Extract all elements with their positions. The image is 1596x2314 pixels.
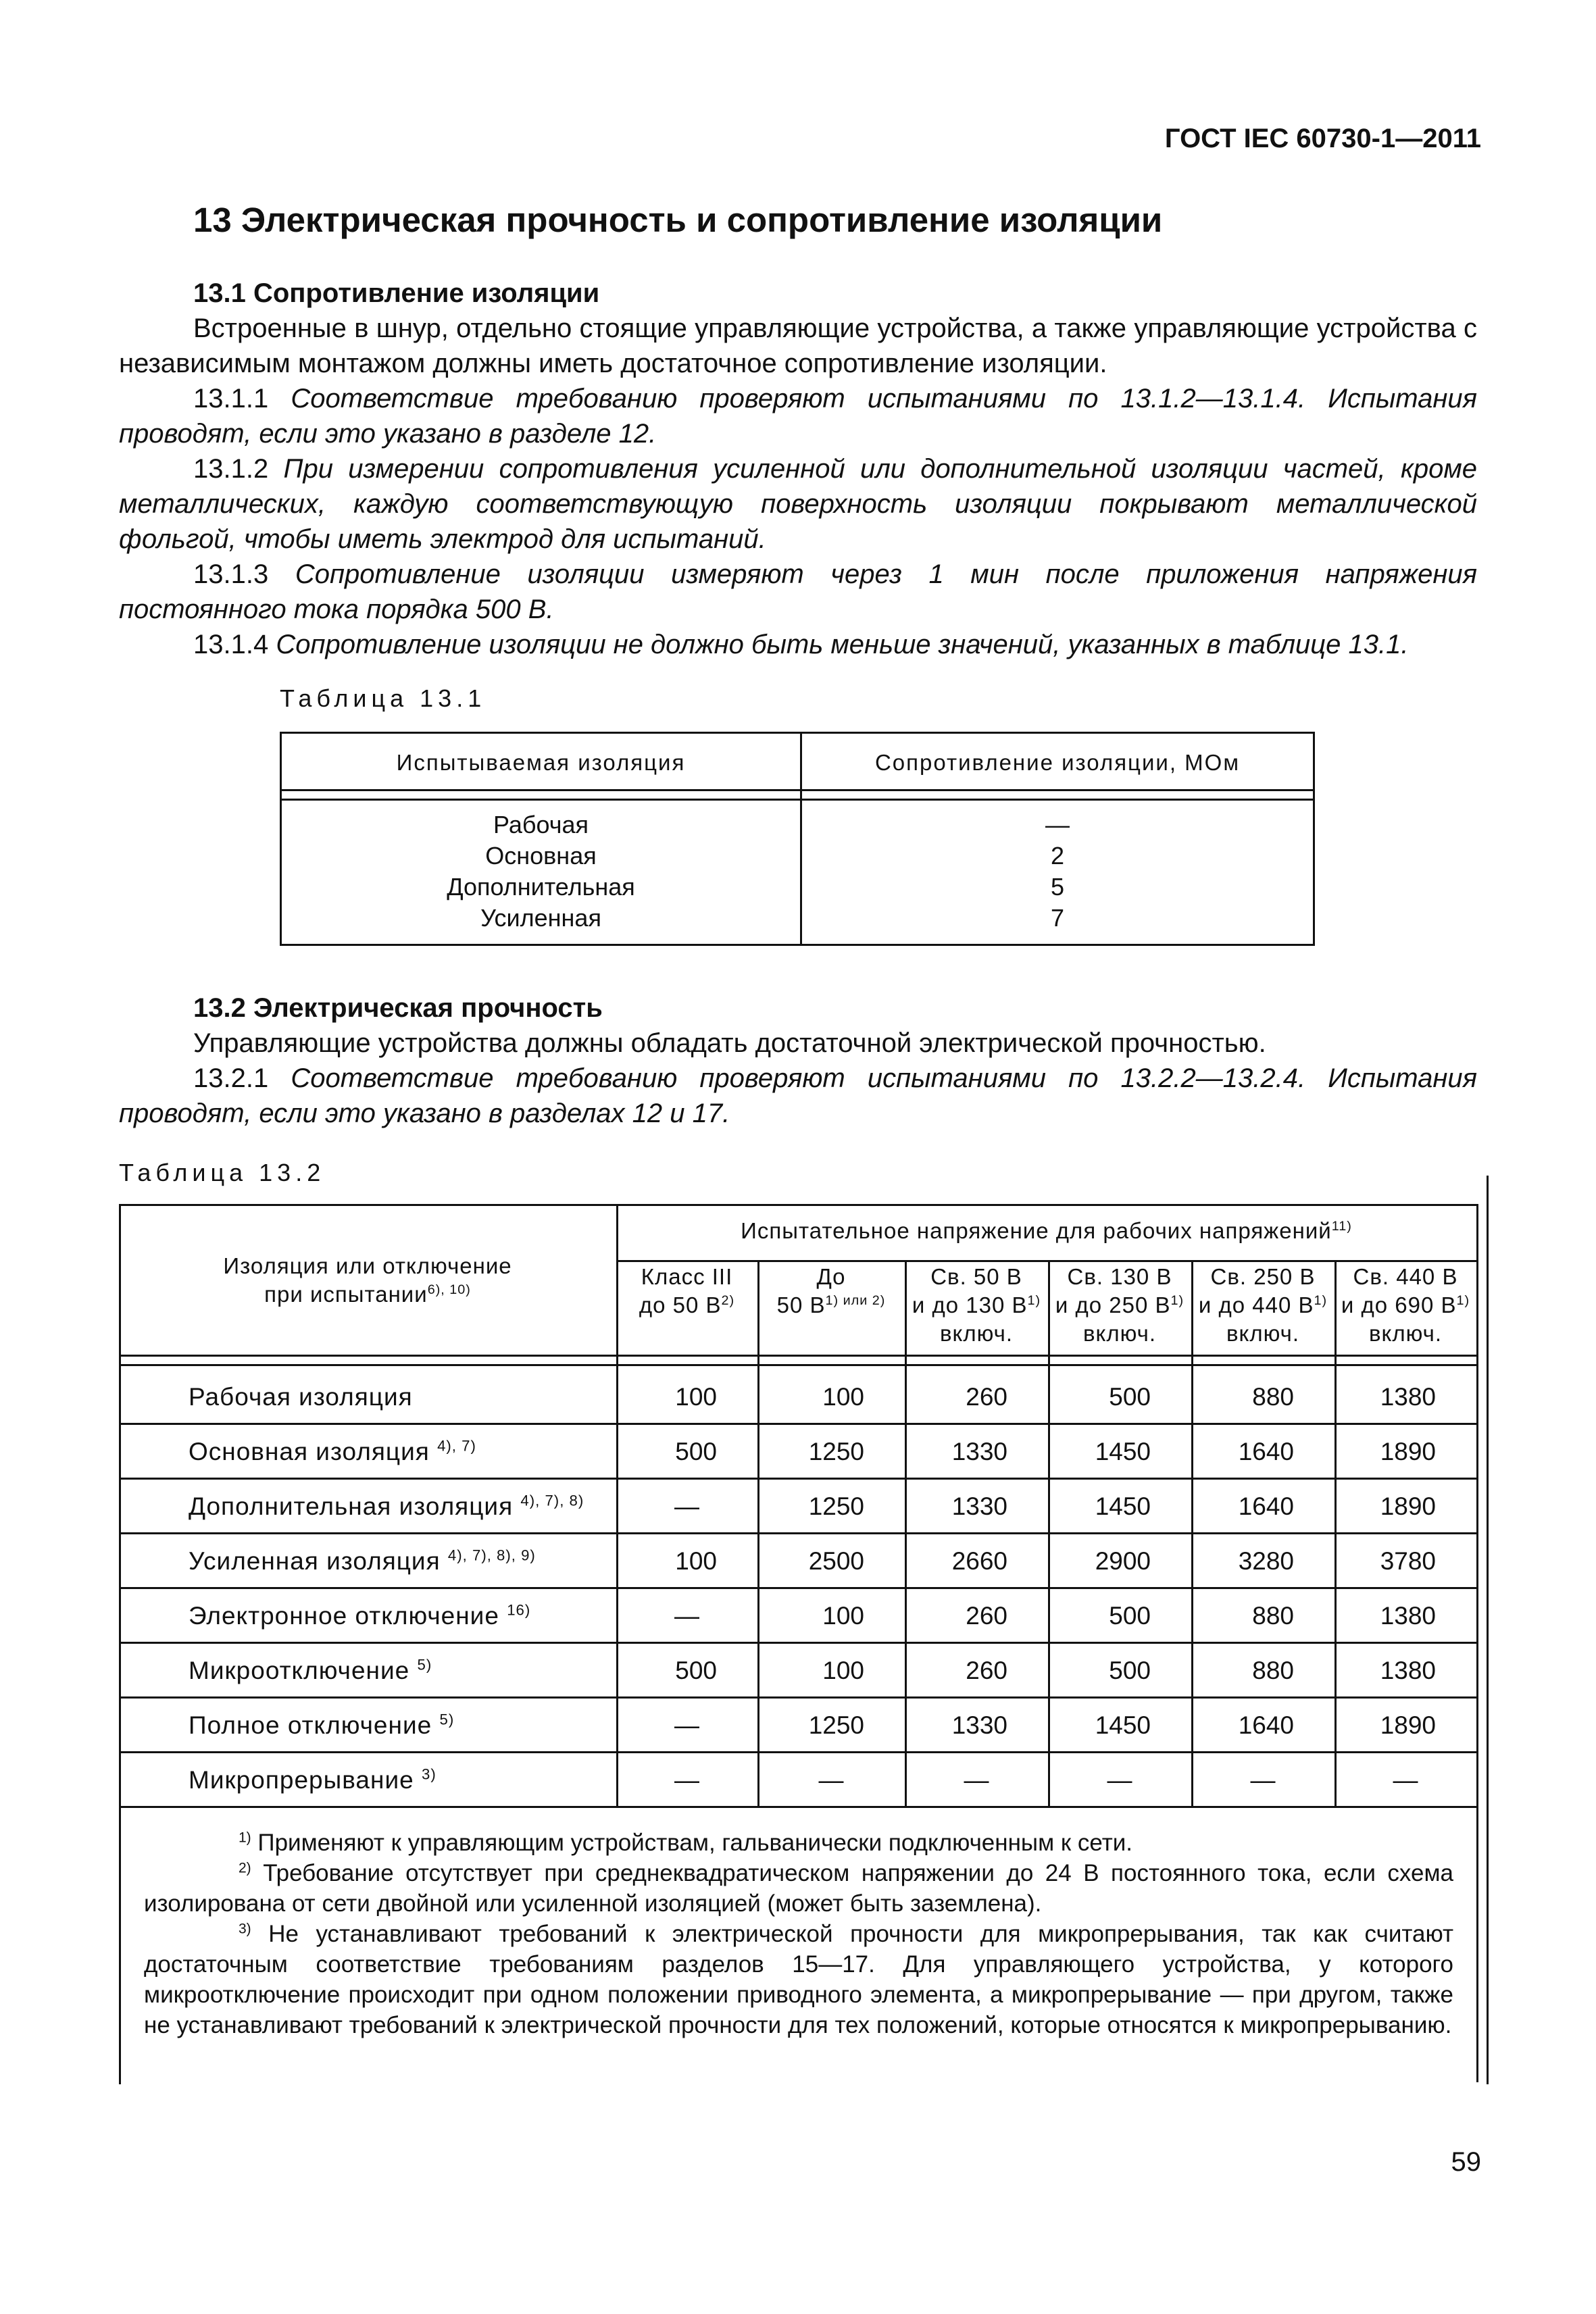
- footnote-ref: 1): [1314, 1293, 1328, 1308]
- table-subheader: [905, 1263, 1048, 1348]
- table-cell-value: —: [674, 1711, 699, 1739]
- clause-number: 13.1.3: [193, 559, 269, 589]
- table-cell-value: 2500: [808, 1547, 864, 1575]
- document-standard-header: ГОСТ IEC 60730-1—2011: [1164, 124, 1481, 153]
- table-cell-value: 1250: [808, 1492, 864, 1520]
- table-cell: 7: [1050, 904, 1065, 932]
- table-divider: [121, 1696, 1476, 1699]
- table-divider: [121, 1364, 1476, 1366]
- footnote-ref: 1): [1027, 1293, 1041, 1308]
- table-cell-value: —: [964, 1766, 989, 1794]
- clause-number: 13.2.1: [193, 1063, 269, 1093]
- table-cell-value: 100: [822, 1383, 864, 1411]
- section-title: 13 Электрическая прочность и сопротивление изоляции: [193, 201, 1163, 239]
- clause-number: 13.1.2: [193, 454, 269, 484]
- table-subheader: [1191, 1263, 1335, 1348]
- table-cell: 5: [1050, 873, 1065, 901]
- table-cell: Дополнительная: [447, 873, 635, 901]
- table-cell-value: 260: [966, 1383, 1007, 1411]
- table-13-2-caption: Таблица 13.2: [119, 1159, 326, 1186]
- table-cell-value: —: [674, 1602, 699, 1630]
- subheader-line: До: [816, 1264, 846, 1289]
- subheader-line: [905, 1291, 1048, 1319]
- footnote-2: [144, 1858, 1453, 1919]
- subheader-line: включ.: [1226, 1321, 1299, 1346]
- table-divider: [121, 1478, 1476, 1480]
- paragraph-13-2-1: [119, 1061, 1477, 1131]
- table-divider: [616, 1206, 618, 1806]
- row-label-text: Дополнительная изоляция: [189, 1492, 514, 1520]
- table-cell-value: 1330: [951, 1492, 1007, 1520]
- table-cell-value: 1330: [951, 1438, 1007, 1465]
- table-column-insulation: [282, 809, 800, 934]
- table-divider: [121, 1806, 1476, 1808]
- table-divider: [121, 1642, 1476, 1644]
- table-column-resistance: [802, 809, 1313, 934]
- table-cell-value: 3780: [1380, 1547, 1436, 1575]
- table-cell-value: 1250: [808, 1438, 864, 1465]
- subheader-line: включ.: [1083, 1321, 1156, 1346]
- subsection-heading-13-1: 13.1 Сопротивление изоляции: [193, 278, 600, 308]
- subheader-line: Св. 440 В: [1353, 1264, 1458, 1289]
- table-cell-value: 500: [1109, 1602, 1151, 1630]
- footnote-ref: 6), 10): [427, 1282, 471, 1297]
- table-cell: 2: [1050, 842, 1065, 870]
- table-footnotes: [144, 1828, 1453, 2040]
- table-cell-value: 1380: [1380, 1383, 1436, 1411]
- table-cell-value: 1640: [1238, 1438, 1294, 1465]
- table-header-resistance: Сопротивление изоляции, МОм: [874, 750, 1241, 775]
- footnote-text: Не устанавливают требований к электрической прочности для микропрерывания, так как считают достаточным соответствие требованиям разделов 15—17. Для управляющего устройства, у которого микроотключение происходит при одном положении приводного элемента, а микропрерывание — при другом, также не устанавливают требований к электрической прочности для тех положений, которые относятся к микропрерыванию.: [144, 1921, 1453, 2038]
- footnote-mark: 2): [239, 1860, 251, 1876]
- row-label-text: Полное отключение: [189, 1711, 432, 1739]
- table-13-1-caption: Таблица 13.1: [280, 684, 487, 712]
- table-row-label: [189, 1711, 454, 1740]
- section-13-1: [119, 276, 1477, 662]
- table-row-label: [189, 1492, 584, 1521]
- footnote-mark: 1): [239, 1830, 251, 1846]
- clause-number: 13.1.1: [193, 384, 269, 413]
- clause-text: При измерении сопротивления усиленной или дополнительной изоляции частей, кроме металлических, каждую соответствующую поверхность изоляции покрывают металлической фольгой, чтобы иметь электрод для испытаний.: [119, 454, 1477, 554]
- subheader-text: до 50 В: [639, 1292, 722, 1317]
- footnote-text: Требование отсутствует при среднеквадратическом напряжении до 24 В постоянного тока, если схема изолирована от сети двойной или усиленной изоляцией (может быть заземлена).: [144, 1860, 1453, 1917]
- table-cell-value: 100: [675, 1383, 717, 1411]
- paragraph-13-1-intro: Встроенные в шнур, отдельно стоящие управляющие устройства, а также управляющие устройства с независимым монтажом должны иметь достаточное сопротивление изоляции.: [119, 313, 1477, 378]
- table-subheader: [757, 1263, 905, 1319]
- subheader-text: и до 130 В: [912, 1292, 1028, 1317]
- subheader-line: Св. 250 В: [1210, 1264, 1316, 1289]
- table-divider: [282, 799, 1313, 801]
- table-divider: [121, 1423, 1476, 1425]
- footnote-ref: 11): [1331, 1219, 1352, 1234]
- table-subheader: [616, 1263, 757, 1319]
- table-row-label: [189, 1383, 413, 1411]
- footnote-ref: 1) или 2): [825, 1293, 886, 1308]
- subheader-text: 50 В: [776, 1292, 826, 1317]
- table-cell-value: 1640: [1238, 1711, 1294, 1739]
- footnote-ref: 5): [417, 1656, 432, 1674]
- table-cell-value: 1890: [1380, 1438, 1436, 1465]
- table-13-2: [119, 1204, 1478, 2082]
- table-cell-value: —: [674, 1492, 699, 1520]
- table-cell-value: 1380: [1380, 1657, 1436, 1684]
- subheader-line: [1191, 1291, 1335, 1319]
- table-cell: Усиленная: [480, 904, 601, 932]
- table-divider: [119, 1806, 121, 2084]
- subheader-line: включ.: [1369, 1321, 1442, 1346]
- subsection-heading-13-2: 13.2 Электрическая прочность: [193, 993, 603, 1023]
- row-label-text: Микропрерывание: [189, 1766, 414, 1794]
- table-cell-value: —: [1393, 1766, 1418, 1794]
- subheader-line: [1335, 1291, 1476, 1319]
- row-label-text: Микроотключение: [189, 1657, 410, 1684]
- table-cell-value: —: [674, 1766, 699, 1794]
- footnote-1: [144, 1828, 1453, 1858]
- table-cell-value: 1450: [1095, 1711, 1151, 1739]
- table-divider: [905, 1260, 907, 1806]
- table-cell-value: 880: [1252, 1657, 1294, 1684]
- table-cell-value: 100: [822, 1657, 864, 1684]
- page-number: 59: [1451, 2147, 1481, 2177]
- subheader-line: [757, 1291, 905, 1319]
- footnote-text: Применяют к управляющим устройствам, гальванически подключенным к сети.: [257, 1830, 1133, 1856]
- header-text: Испытательное напряжение для рабочих напряжений: [741, 1218, 1332, 1243]
- footnote-ref: 4), 7): [437, 1437, 476, 1455]
- table-cell-value: 260: [966, 1657, 1007, 1684]
- table-cell: Рабочая: [493, 811, 589, 838]
- subheader-line: [616, 1291, 757, 1319]
- footnote-ref: 2): [721, 1293, 735, 1308]
- table-cell-value: 2900: [1095, 1547, 1151, 1575]
- table-cell-value: 500: [1109, 1383, 1151, 1411]
- table-cell-value: 260: [966, 1602, 1007, 1630]
- paragraph-13-2-intro: Управляющие устройства должны обладать достаточной электрической прочностью.: [193, 1028, 1266, 1058]
- section-13-2: [119, 990, 1477, 1131]
- table-divider: [121, 1355, 1476, 1357]
- subheader-line: Класс III: [641, 1264, 733, 1289]
- table-row-label: [189, 1657, 432, 1685]
- table-cell-value: —: [1250, 1766, 1276, 1794]
- table-cell-value: 880: [1252, 1602, 1294, 1630]
- footnote-ref: 5): [439, 1711, 455, 1728]
- footnote-mark: 3): [239, 1921, 251, 1937]
- table-cell-value: 1450: [1095, 1438, 1151, 1465]
- table-cell: —: [1045, 811, 1070, 838]
- subheader-text: и до 250 В: [1055, 1292, 1171, 1317]
- footnote-3: [144, 1919, 1453, 2040]
- table-header-insulation-type: [121, 1252, 614, 1309]
- paragraph-13-1-4: [119, 627, 1477, 662]
- table-cell-value: 1330: [951, 1711, 1007, 1739]
- footnote-ref: 4), 7), 8), 9): [447, 1546, 536, 1564]
- row-label-text: Усиленная изоляция: [189, 1547, 441, 1575]
- footnote-ref: 3): [421, 1765, 437, 1783]
- table-row-label: [189, 1438, 476, 1466]
- table-row-label: [189, 1602, 530, 1630]
- table-divider: [121, 1532, 1476, 1534]
- subheader-line: Св. 130 В: [1067, 1264, 1172, 1289]
- clause-text: Сопротивление изоляции не должно быть меньше значений, указанных в таблице 13.1.: [276, 630, 1409, 659]
- paragraph-13-1-1: [119, 381, 1477, 451]
- table-divider: [1191, 1260, 1193, 1806]
- subheader-text: и до 440 В: [1198, 1292, 1314, 1317]
- paragraph-13-1-3: [119, 557, 1477, 627]
- table-cell-value: 500: [675, 1438, 717, 1465]
- table-cell-value: —: [818, 1766, 844, 1794]
- footnote-ref: 1): [1170, 1293, 1184, 1308]
- table-row-label: [189, 1547, 536, 1576]
- subheader-line: Св. 50 В: [930, 1264, 1022, 1289]
- paragraph-13-1-2: [119, 451, 1477, 557]
- table-cell-value: 1250: [808, 1711, 864, 1739]
- table-divider: [616, 1260, 1476, 1262]
- footnote-ref: 1): [1456, 1293, 1470, 1308]
- footnote-ref: 16): [507, 1601, 531, 1619]
- table-cell-value: 1450: [1095, 1492, 1151, 1520]
- table-divider: [121, 1751, 1476, 1753]
- table-divider: [757, 1260, 759, 1806]
- table-subheader: [1048, 1263, 1191, 1348]
- subheader-line: [1048, 1291, 1191, 1319]
- clause-text: Соответствие требованию проверяют испытаниями по 13.1.2—13.1.4. Испытания проводят, если это указано в разделе 12.: [119, 384, 1477, 449]
- subheader-text: и до 690 В: [1341, 1292, 1457, 1317]
- row-label-text: Рабочая изоляция: [189, 1383, 413, 1411]
- header-line: Изоляция или отключение: [223, 1253, 512, 1278]
- table-subheader: [1335, 1263, 1476, 1348]
- table-13-1: [280, 732, 1315, 946]
- table-header-insulation: Испытываемая изоляция: [396, 750, 686, 775]
- table-cell-value: 1380: [1380, 1602, 1436, 1630]
- table-cell-value: 3280: [1238, 1547, 1294, 1575]
- row-label-text: Электронное отключение: [189, 1602, 499, 1630]
- table-cell-value: 500: [1109, 1657, 1151, 1684]
- table-cell-value: 880: [1252, 1383, 1294, 1411]
- footnote-ref: 4), 7), 8): [520, 1492, 584, 1509]
- row-label-text: Основная изоляция: [189, 1438, 430, 1465]
- header-text: при испытании: [264, 1282, 428, 1307]
- table-divider: [1335, 1260, 1337, 1806]
- clause-text: Соответствие требованию проверяют испытаниями по 13.2.2—13.2.4. Испытания проводят, если это указано в разделах 12 и 17.: [119, 1063, 1477, 1128]
- clause-text: Сопротивление изоляции измеряют через 1 мин после приложения напряжения постоянного тока порядка 500 В.: [119, 559, 1477, 624]
- table-cell-value: 100: [822, 1602, 864, 1630]
- header-line: [121, 1280, 614, 1309]
- table-cell: Основная: [485, 842, 597, 870]
- table-cell-value: 100: [675, 1547, 717, 1575]
- table-divider: [1048, 1260, 1050, 1806]
- table-header-test-voltage: [616, 1217, 1476, 1245]
- clause-number: 13.1.4: [193, 630, 269, 659]
- table-cell-value: 1640: [1238, 1492, 1294, 1520]
- table-cell-value: 1890: [1380, 1492, 1436, 1520]
- table-cell-value: —: [1107, 1766, 1132, 1794]
- table-cell-value: 500: [675, 1657, 717, 1684]
- table-divider: [121, 1587, 1476, 1589]
- subheader-line: включ.: [940, 1321, 1013, 1346]
- table-cell-value: 1890: [1380, 1711, 1436, 1739]
- table-row-label: [189, 1766, 437, 1794]
- table-divider: [282, 789, 1313, 791]
- table-cell-value: 2660: [951, 1547, 1007, 1575]
- margin-rule: [1487, 1176, 1489, 2084]
